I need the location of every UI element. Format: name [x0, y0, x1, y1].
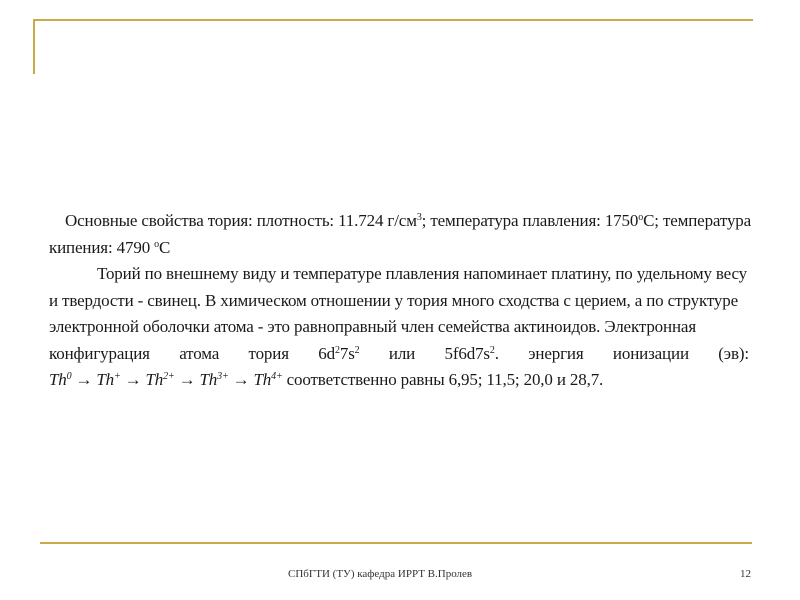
boiling-degree: o	[154, 238, 159, 250]
ion-charge-0: 0	[66, 371, 72, 382]
config2-tail: .	[494, 343, 499, 363]
config1-exp1: 2	[334, 344, 340, 356]
ion-charge-1: +	[114, 371, 121, 382]
config-word-3: тория	[248, 343, 289, 363]
properties-paragraph	[49, 208, 752, 261]
arrow-icon: →	[75, 370, 93, 389]
melting-degree: o	[638, 212, 644, 223]
melting-tail: С; температура	[643, 211, 752, 230]
slide-frame-bottom-line	[40, 542, 752, 544]
ion-charge-2: 2+	[163, 371, 175, 382]
ion-charge-4: 4+	[271, 371, 283, 382]
thorium-symbol-4: Th	[253, 370, 272, 389]
ev-unit: (эв):	[718, 343, 749, 363]
melting-label: ; температура плавления: 1750	[421, 211, 639, 230]
description-text-2: и твердости - свинец. В химическом отношении у тория много сходства с церием, а по структуре	[49, 290, 739, 310]
ionization-formula-line	[49, 367, 749, 394]
footer-author-text: СПбГТИ (ТУ) кафедра ИРРТ В.Пролев	[288, 568, 473, 580]
energy-word: энергия	[528, 343, 584, 363]
slide-frame-top-line	[33, 19, 753, 21]
or-word: или	[388, 343, 416, 363]
thorium-symbol-3: Th	[199, 370, 218, 389]
slide-frame-left-line	[33, 19, 35, 74]
config-word-2: атома	[179, 343, 220, 363]
arrow-icon: →	[124, 370, 142, 389]
properties-line-1	[49, 208, 752, 235]
description-line-1	[49, 261, 749, 288]
ionization-energies-text: соответственно равны 6,95; 11,5; 20,0 и 28,7.	[282, 370, 604, 389]
config1-base: 6d	[318, 343, 335, 363]
ion-charge-3: 3+	[217, 371, 229, 382]
boiling-unit: С	[159, 237, 171, 257]
ionization-word: ионизации	[612, 343, 689, 363]
density-exponent: 3	[416, 212, 422, 223]
description-text-1: Торий по внешнему виду и температуре плавления напоминает платину, по удельному весу	[97, 264, 748, 283]
thorium-symbol-2: Th	[145, 370, 164, 389]
config2-exp: 2	[489, 344, 495, 356]
ionization-formula	[49, 370, 283, 389]
thorium-symbol-1: Th	[96, 370, 115, 389]
page-number: 12	[740, 568, 751, 580]
description-line-3	[49, 314, 749, 341]
electron-config-1	[318, 341, 359, 368]
properties-lead: Основные свойства тория: плотность: 11.724 г/см	[65, 211, 417, 230]
arrow-icon: →	[232, 370, 250, 389]
properties-text-1	[49, 208, 751, 235]
thorium-symbol-0: Th	[49, 370, 67, 389]
arrow-icon: →	[178, 370, 196, 389]
slide-body-text	[49, 208, 752, 394]
description-text-3: электронной оболочки атома - это равноправный член семейства актиноидов. Электронная	[49, 317, 696, 336]
config2-base: 5f6d7s	[444, 343, 490, 363]
electron-config-2	[445, 341, 499, 368]
electron-config-line	[49, 341, 749, 368]
config-word-1: конфигурация	[49, 343, 150, 363]
boiling-label: кипения: 4790	[49, 237, 155, 257]
description-line-2	[49, 288, 749, 315]
config1-exp2: 2	[354, 344, 360, 356]
config1-mid: 7s	[339, 343, 355, 363]
properties-line-2	[49, 235, 749, 262]
thorium-description-paragraph	[49, 261, 749, 394]
